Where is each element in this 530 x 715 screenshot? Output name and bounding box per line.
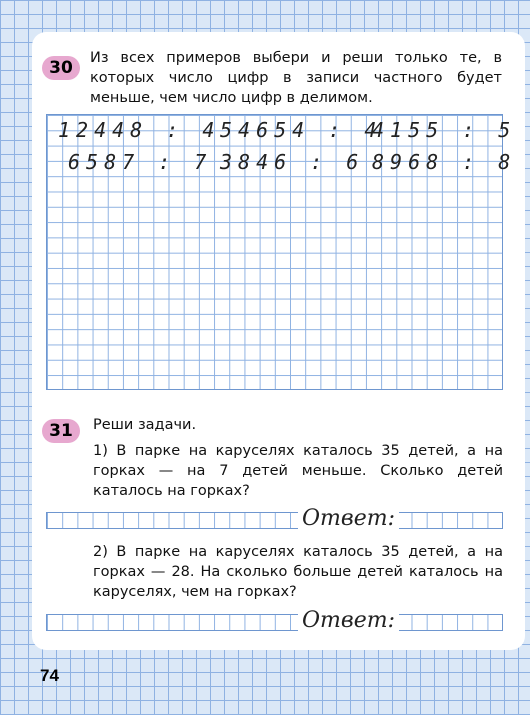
answer-label-2: Ответ: [298,608,399,633]
example-1: 12448 : 4 [58,118,221,142]
task-31-badge [42,419,80,443]
task-30-badge [42,56,80,80]
task-30-text: Из всех примеров выбери и реши только те, в которых число цифр в записи частного будет меньше, чем число цифр в делимом. [90,50,502,106]
task-30-number: 30 [49,58,73,78]
task-31-number: 31 [49,421,73,441]
example-6: 8968 : 8 [372,150,517,174]
answer-label-1: Ответ: [298,506,399,531]
example-4: 6587 : 7 [68,150,213,174]
page-number: 74 [40,666,59,685]
answer-line-1 [46,512,503,529]
example-3: 4155 : 5 [372,118,517,142]
example-2: 54654 : 4 [220,118,383,142]
answer-line-2 [46,614,503,631]
task-31-problem-1: 1) В парке на каруселях каталось 35 детей, а на горках — на 7 детей меньше. Сколько детей каталось на горках? [93,443,503,499]
example-5: 3846 : 6 [220,150,365,174]
task-31-instruction: Реши задачи. [93,417,197,433]
task-31-problem-2: 2) В парке на каруселях каталось 35 детей, а на горках — 28. На сколько больше детей каталось на каруселях, чем на горках? [93,544,503,600]
